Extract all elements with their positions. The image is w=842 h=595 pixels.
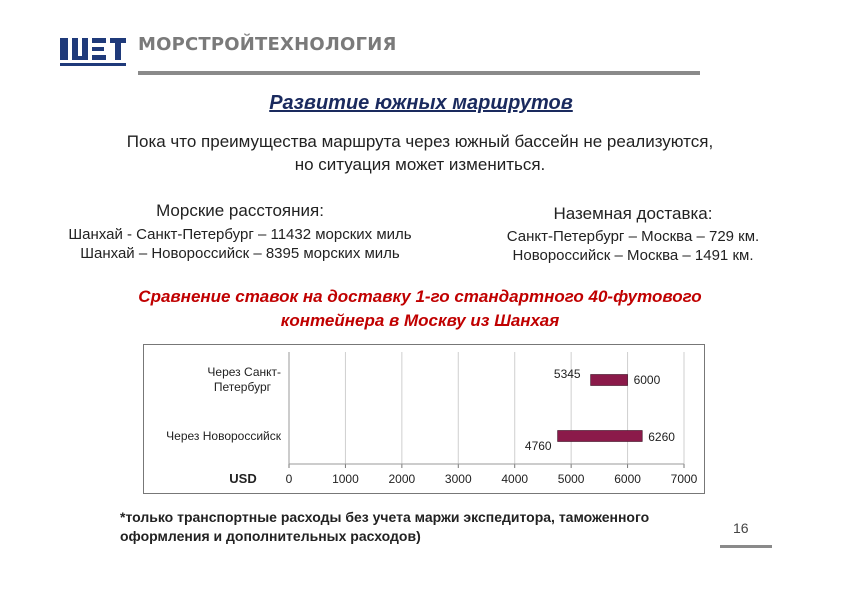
land-delivery [468,204,798,265]
footnote: *только транспортные расходы без учета маржи экспедитора, таможенного оформления и дополнительных расходов) [120,509,650,544]
low-value-label: 4760 [524,439,552,453]
x-tick-label: 1000 [332,472,359,486]
brand-name: МОРСТРОЙТЕХНОЛОГИЯ [138,34,397,55]
sea-line: Шанхай - Санкт-Петербург – 11432 морских миль [68,226,412,243]
low-value-label: 5345 [553,367,581,381]
company-logo [60,34,126,68]
page-number-divider [720,545,772,548]
land-line: Новороссийск – Москва – 1491 км. [512,247,754,264]
page-subtitle: Пока что преимущества маршрута через южный бассейн не реализуются, но ситуация может измениться. [126,132,714,174]
sea-line: Шанхай – Новороссийск – 8395 морских миль [80,245,400,262]
land-heading: Наземная доставка: [553,204,713,223]
x-tick-label: 2000 [388,472,416,486]
x-axis-label: USD [229,471,257,486]
x-tick-label: 7000 [670,472,698,486]
high-value-label: 6260 [648,430,675,444]
x-tick-label: 3000 [444,472,472,486]
sea-distances [20,201,460,263]
rate-comparison-chart [143,344,705,494]
x-tick-label: 5000 [557,472,585,486]
comparison-title: Сравнение ставок на доставку 1-го стандартного 40-футового контейнера в Москву из Шанхая [138,287,702,330]
sea-heading: Морские расстояния: [156,201,324,220]
header-divider [138,71,700,75]
range-bar [558,431,643,442]
x-tick-label: 6000 [614,472,641,486]
range-bar [591,375,628,386]
page-title: Развитие южных маршрутов [269,92,573,114]
category-label: Через Новороссийск [166,429,281,443]
page-number: 16 [733,520,749,536]
high-value-label: 6000 [633,373,661,387]
x-tick-label: 4000 [501,472,529,486]
x-tick-label: 0 [285,472,293,486]
category-label: Через Санкт-Петербург [207,365,281,394]
land-line: Санкт-Петербург – Москва – 729 км. [506,228,760,245]
